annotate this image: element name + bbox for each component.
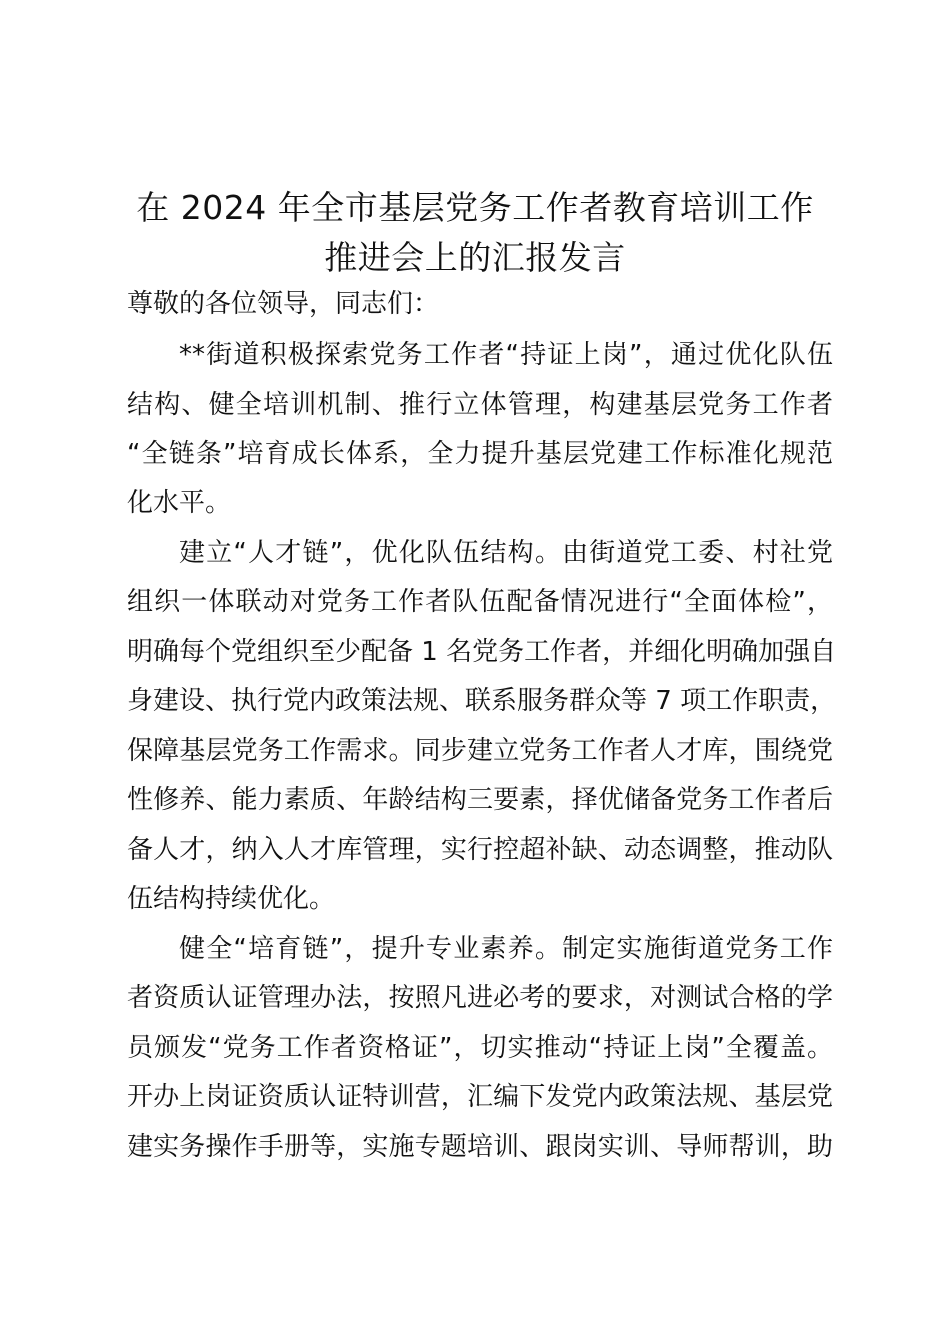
paragraph-3-line-2: 者资质认证管理办法，按照凡进必考的要求，对测试合格的学 [127,983,833,1013]
paragraph-2-line-1: 建立“人才链”，优化队伍结构。由街道党工委、村社党 [179,538,833,568]
paragraph-2-line-2: 组织一体联动对党务工作者队伍配备情况进行“全面体检”， [127,587,833,617]
paragraph-1-line-4: 化水平。 [127,488,232,518]
paragraph-1-line-3: “全链条”培育成长体系，全力提升基层党建工作标准化规范 [127,439,833,469]
paragraph-3-line-3: 员颁发“党务工作者资格证”，切实推动“持证上岗”全覆盖。 [127,1033,833,1063]
paragraph-3-line-1: 健全“培育链”，提升专业素养。制定实施街道党务工作 [179,934,833,964]
document-title-line-2: 推进会上的汇报发言 [324,238,626,277]
paragraph-3-line-4: 开办上岗证资质认证特训营，汇编下发党内政策法规、基层党 [127,1082,833,1112]
paragraph-2-line-7: 备人才，纳入人才库管理，实行控超补缺、动态调整，推动队 [127,835,833,865]
paragraph-1-line-1: **街道积极探索党务工作者“持证上岗”，通过优化队伍 [179,340,833,370]
paragraph-3-line-5: 建实务操作手册等，实施专题培训、跟岗实训、导师帮训，助 [127,1132,833,1162]
paragraph-2-line-5: 保障基层党务工作需求。同步建立党务工作者人才库，围绕党 [127,736,833,766]
paragraph-1-line-2: 结构、健全培训机制、推行立体管理，构建基层党务工作者 [127,390,833,420]
paragraph-2-line-4: 身建设、执行党内政策法规、联系服务群众等 7 项工作职责， [127,686,837,716]
document-title-line-1: 在 2024 年全市基层党务工作者教育培训工作 [136,188,814,227]
paragraph-2-line-8: 伍结构持续优化。 [127,884,336,914]
paragraph-2-line-3: 明确每个党组织至少配备 1 名党务工作者，并细化明确加强自 [127,637,837,667]
paragraph-2-line-6: 性修养、能力素质、年龄结构三要素，择优储备党务工作者后 [127,785,833,815]
salutation: 尊敬的各位领导，同志们： [127,289,440,319]
